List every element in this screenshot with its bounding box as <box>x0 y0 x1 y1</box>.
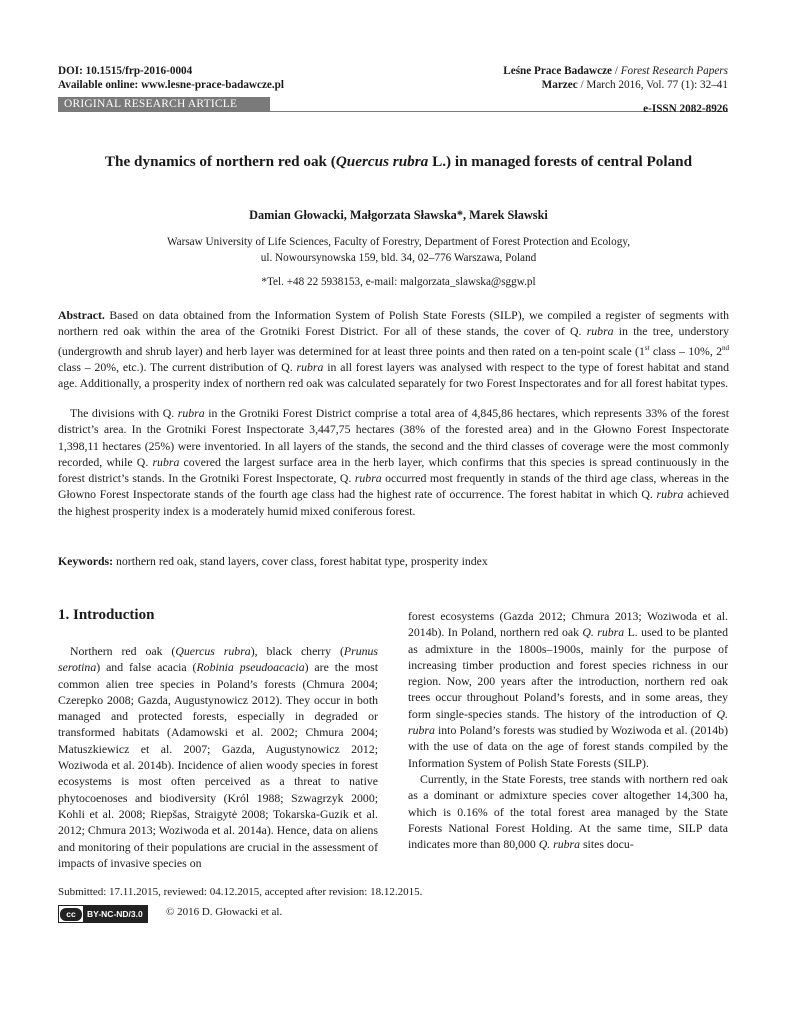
issue-details: / March 2016, Vol. 77 (1): 32–41 <box>577 79 728 91</box>
body-text: into Poland’s forests was studied by Woziwoda et al. (2014b) with the use of data on the age of forest stands compiled by the Information System of Polish State Forests (SILP). <box>408 723 728 770</box>
abstract-text: class – 20%, etc.). The current distribution of Q. <box>58 359 297 374</box>
body-text: L. used to be planted as admixture in the 1800s–1900s, mainly for the purpose of increasing timber production and forest species richness in our region. Now, 200 years after the introduction, northern red oak trees occur throughout Poland’s forests, and in some areas, they form single-species stands. The history of the introduction of <box>408 625 729 721</box>
affiliation-line-1: Warsaw University of Life Sciences, Faculty of Forestry, Department of Forest Protection and Ecology, <box>166 236 631 248</box>
article-type-banner: ORIGINAL RESEARCH ARTICLE <box>58 97 270 112</box>
abstract-text: The divisions with Q. <box>70 406 178 420</box>
body-text: ), black cherry ( <box>250 644 344 658</box>
section-heading-introduction: 1. Introduction <box>58 607 155 623</box>
issue-month-pl: Marzec <box>541 79 578 91</box>
journal-name-en: Forest Research Papers <box>620 65 728 77</box>
species-italic: rubra <box>152 454 180 469</box>
species-italic: rubra <box>177 406 205 420</box>
body-text: ) are the most common alien tree species in Poland’s forests (Chmura 2004; Czerepko 2008; Gazda, Augustynowicz 2012). They occur in both managed and protected forests, especially in degraded or transformed habitats (Adamowski et al. 2002; Chmura 2004; Matuszkiewicz et al. 2007; Gazda, Augustynowicz 2012; Woziwoda et al. 2014b). Incidence of alien woody species in forest ecosystems is most often perceived as a threat to native phytocoenoses and biodiversity (Król 1988; Szwagrzyk 2000; Kohli et al. 2008; Riepšas, Straigytė 2008; Tokarska-Guzik et al. 2012; Chmura 2013; Woziwoda et al. 2014a). Hence, data on aliens and monitoring of their populations are crucial in the assessment of impacts of invasive species on <box>58 660 378 870</box>
cc-license-badge[interactable] <box>58 905 148 923</box>
abstract-text: in the Grotniki Forest District comprise a total area of 4,845,86 hectares, which represents 33% of the forest district’s area. In the Grotniki Forest Inspectorate 3,447,75 hectares (38% of the forested area) and in the Głowno Forest Inspectorate 1,398,11 hectares (25%) were inventoried. In all layers of the stands, the second and the third classes of coverage were the most commonly recorded, while Q. <box>58 406 730 469</box>
keywords-label: Keywords: <box>58 554 114 568</box>
intro-right-column <box>408 608 728 852</box>
keywords <box>58 553 729 569</box>
cc-icon: cc <box>60 908 82 921</box>
journal-name-pl: Leśne Prace Badawcze <box>503 65 612 77</box>
submission-dates: Submitted: 17.11.2015, reviewed: 04.12.2015, accepted after revision: 18.12.2015. <box>58 886 423 898</box>
abstract-text: occurred most frequently in stands of the third age class, whereas in the Głowno Forest Inspectorate stands of the fourth age class had the highest rate of occurrence. The forest habitat in which Q. <box>58 471 729 502</box>
species-italic: rubra <box>586 324 614 339</box>
superscript: st <box>644 343 650 352</box>
journal-name <box>503 64 728 78</box>
keywords-text: northern red oak, stand layers, cover class, forest habitat type, prosperity index <box>113 554 488 568</box>
species-italic: Prunus serotina <box>58 644 379 675</box>
abstract-label: Abstract. <box>58 308 105 322</box>
license-label: BY-NC-ND/3.0 <box>83 906 147 922</box>
abstract-text: in the tree, understory (undergrowth and shrub layer) and herb layer was determined for at least three points and then rated on a ten-point scale (1 <box>58 324 730 358</box>
species-italic: Q. rubra <box>408 706 728 738</box>
intro-left-column <box>58 643 378 871</box>
body-text: Currently, in the State Forests, tree stands with northern red oak as a dominant or admixture species cover altogether 14,300 ha, which is 0.16% of the total forest area managed by the State Forests National Forest Holding. At the same time, SILP data indicates more than 80,000 <box>408 771 728 852</box>
intro-right-paragraph-1 <box>408 608 728 771</box>
species-italic: Q. rubra <box>538 837 581 852</box>
species-italic: rubra <box>354 471 382 486</box>
doi[interactable]: DOI: 10.1515/frp-2016-0004 <box>58 65 193 77</box>
abstract-text: class – 10%, 2 <box>649 343 722 358</box>
abstract-text: in all forest layers was analysed with respect to the type of forest habitat and stand age. Additionally, a prosperity index of northern red oak was calculated separately for two Forest Inspectorates and for all forest habitat types. <box>58 359 729 391</box>
journal-separator: / <box>612 65 621 77</box>
species-italic: Robinia pseudoacacia <box>196 660 305 675</box>
available-online[interactable]: Available online: www.lesne-prace-badawcze.pl <box>58 79 285 91</box>
title-part: L.) in managed forests of central Poland <box>428 153 693 170</box>
body-text: Northern red oak ( <box>70 644 176 658</box>
copyright: © 2016 D. Głowacki et al. <box>166 906 283 918</box>
issue-info <box>542 78 728 92</box>
body-text: ) and false acacia ( <box>96 660 197 675</box>
body-text: sites docu- <box>580 837 634 852</box>
body-text: forest ecosystems (Gazda 2012; Chmura 2013; Woziwoda et al. 2014b). In Poland, northern red oak <box>408 609 728 640</box>
authors: Damian Głowacki, Małgorzata Sławska*, Marek Sławski <box>249 208 548 222</box>
abstract-text: achieved the highest prosperity index is a moderately humid mixed coniferous forest. <box>58 487 730 518</box>
contact-info: *Tel. +48 22 5938153, e-mail: malgorzata_slawska@sggw.pl <box>261 276 536 288</box>
eissn: e-ISSN 2082-8926 <box>643 103 728 115</box>
species-italic: Quercus rubra <box>175 644 251 658</box>
abstract-paragraph-1 <box>58 307 729 391</box>
superscript: nd <box>722 343 729 352</box>
species-italic: rubra <box>296 359 324 374</box>
abstract-text: covered the largest surface area in the herb layer, which confirms that this species is spread continuously in the forest district’s stands. In the Grotniki Forest Inspectorate, Q. <box>58 454 729 486</box>
intro-right-paragraph-2 <box>408 771 728 852</box>
article-title <box>0 152 797 172</box>
abstract-paragraph-2 <box>58 405 729 519</box>
affiliation-line-2: ul. Nowoursynowska 159, bld. 34, 02–776 Warszawa, Poland <box>260 252 537 264</box>
title-part: The dynamics of northern red oak ( <box>104 153 336 170</box>
species-italic: rubra <box>656 487 684 502</box>
abstract-text: Based on data obtained from the Information System of Polish State Forests (SILP), we compiled a register of segments with northern red oak within the area of the Grotniki Forest District. For all of these stands, the cover of Q. <box>58 308 729 339</box>
title-species: Quercus rubra <box>335 153 429 170</box>
species-italic: Q. rubra <box>582 625 625 640</box>
